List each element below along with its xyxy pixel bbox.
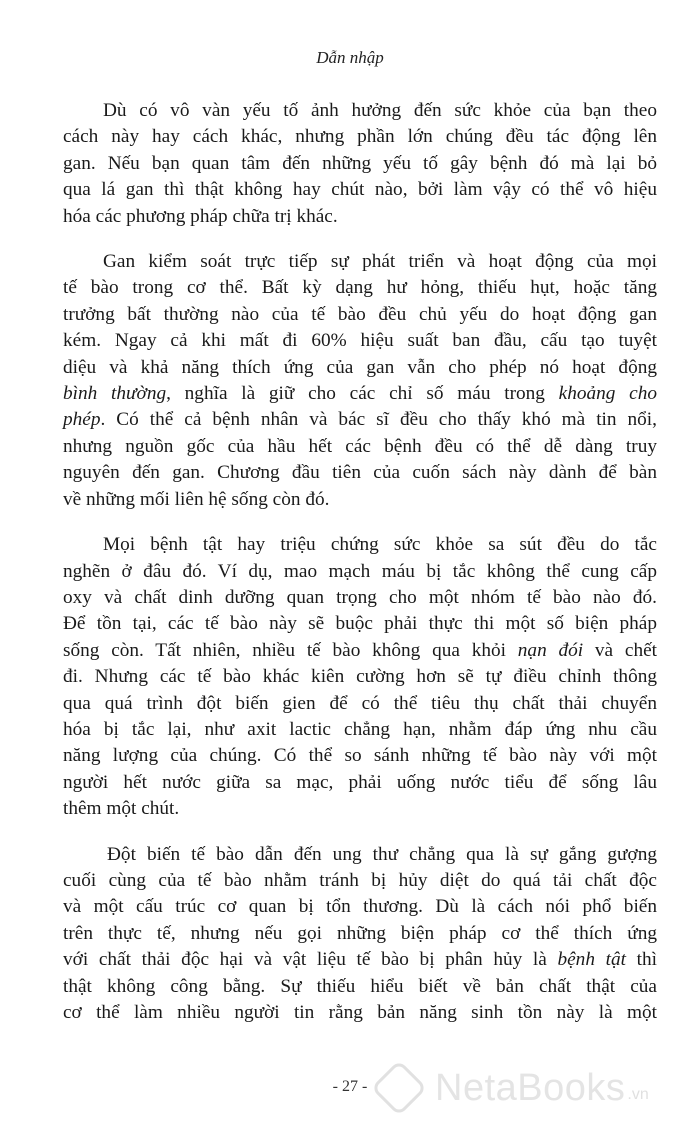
netabooks-logo-icon [371, 1060, 428, 1117]
text-line: về những mối liên hệ sống còn đó. [63, 488, 330, 510]
text-line: cuối cùng của tế bào nhằm tránh bị hủy diệt do quá tải chất độc [63, 869, 657, 891]
text-line: diệu và khả năng thích ứng của gan vẫn cho phép nó hoạt động [63, 356, 657, 378]
text-line: nhưng nguồn gốc của hầu hết các bệnh đều có thể dễ dàng truy [63, 435, 657, 457]
paragraph-3 [63, 532, 657, 822]
text-line: Mọi bệnh tật hay triệu chứng sức khỏe sa sút đều do tắc [103, 534, 657, 556]
text-line: Gan kiểm soát trực tiếp sự phát triển và hoạt động của mọi [103, 251, 657, 273]
watermark [373, 1058, 693, 1118]
text-line-italic-mix: sống còn. Tất nhiên, nhiều tế bào không qua khỏi nạn đói và chết [63, 639, 657, 661]
text-line: người hết nước giữa sa mạc, phải uống nước tiểu để sống lâu [63, 771, 657, 793]
paragraph-1 [63, 98, 657, 230]
text-line: trưởng bất thường nào của tế bào đều chủ yếu do hoạt động gan [63, 303, 657, 325]
text-line: nguyên đến gan. Chương đầu tiên của cuốn sách này dành để bàn [63, 462, 657, 484]
watermark-brand: NetaBooks [435, 1066, 626, 1109]
text-line-italic-mix: với chất thải độc hại và vật liệu tế bào bị phân hủy là bệnh tật thì [63, 949, 657, 971]
text-line: và một cấu trúc cơ quan bị tổn thương. Dù là cách nói phổ biến [63, 896, 657, 918]
text-line: kém. Ngay cả khi mất đi 60% hiệu suất ban đầu, cấu tạo tuyệt [63, 330, 657, 352]
text-line: qua quá trình đột biến gien để có thể tiêu thụ chất thải chuyển [63, 692, 657, 714]
text-line: trên thực tế, nhưng nếu gọi những biện pháp cơ thể thích ứng [63, 922, 657, 944]
text-line: Để tồn tại, các tế bào này sẽ buộc phải thực thi một số biện pháp [63, 613, 657, 635]
text-line: năng lượng của chúng. Có thể so sánh những tế bào này với một [63, 745, 657, 767]
text-line: hóa các phương pháp chữa trị khác. [63, 205, 338, 227]
text-line: thật không công bằng. Sự thiếu hiểu biết về bản chất thật của [63, 975, 657, 997]
watermark-tld: .vn [627, 1086, 649, 1103]
body-text [63, 98, 657, 1045]
text-line: oxy và chất dinh dưỡng quan trọng cho một nhóm tế bào nào đó. [63, 586, 657, 608]
chapter-header: Dẫn nhập [316, 48, 384, 67]
text-line: cách này hay cách khác, nhưng phần lớn chúng đều tác động lên [63, 126, 657, 148]
text-line: cơ thể làm nhiều người tin rằng bản năng sinh tồn này là một [63, 1002, 657, 1023]
paragraph-2 [63, 249, 657, 513]
text-line: nghẽn ở đâu đó. Ví dụ, mao mạch máu bị tắc không thể cung cấp [63, 560, 657, 582]
text-line: Dù có vô vàn yếu tố ảnh hưởng đến sức khỏe của bạn theo [103, 100, 657, 121]
text-line: Đột biến tế bào dẫn đến ung thư chẳng qua là sự gắng gượng [107, 843, 657, 865]
text-line: gan. Nếu bạn quan tâm đến những yếu tố gây bệnh đó mà lại bỏ [63, 152, 657, 174]
text-line: thêm một chút. [63, 798, 180, 820]
text-line-italic-mix: phép. Có thể cả bệnh nhân và bác sĩ đều cho thấy khó mà tin nổi, [63, 409, 657, 431]
text-line-italic-mix: bình thường, nghĩa là giữ cho các chỉ số máu trong khoảng cho [63, 383, 657, 405]
page-number: - 27 - [332, 1078, 368, 1095]
text-line: tế bào trong cơ thể. Bất kỳ dạng hư hỏng, thiếu hụt, hoặc tăng [63, 277, 657, 299]
text-line: đi. Nhưng các tế bào khác kiên cường hơn sẽ tự điều chỉnh thông [63, 666, 657, 688]
text-line: hóa bị tắc lại, như axit lactic chẳng hạn, nhằm đáp ứng nhu cầu [63, 718, 657, 740]
text-line: qua lá gan thì thật không hay chút nào, bởi làm vậy có thể vô hiệu [63, 179, 657, 201]
paragraph-4 [63, 842, 657, 1027]
